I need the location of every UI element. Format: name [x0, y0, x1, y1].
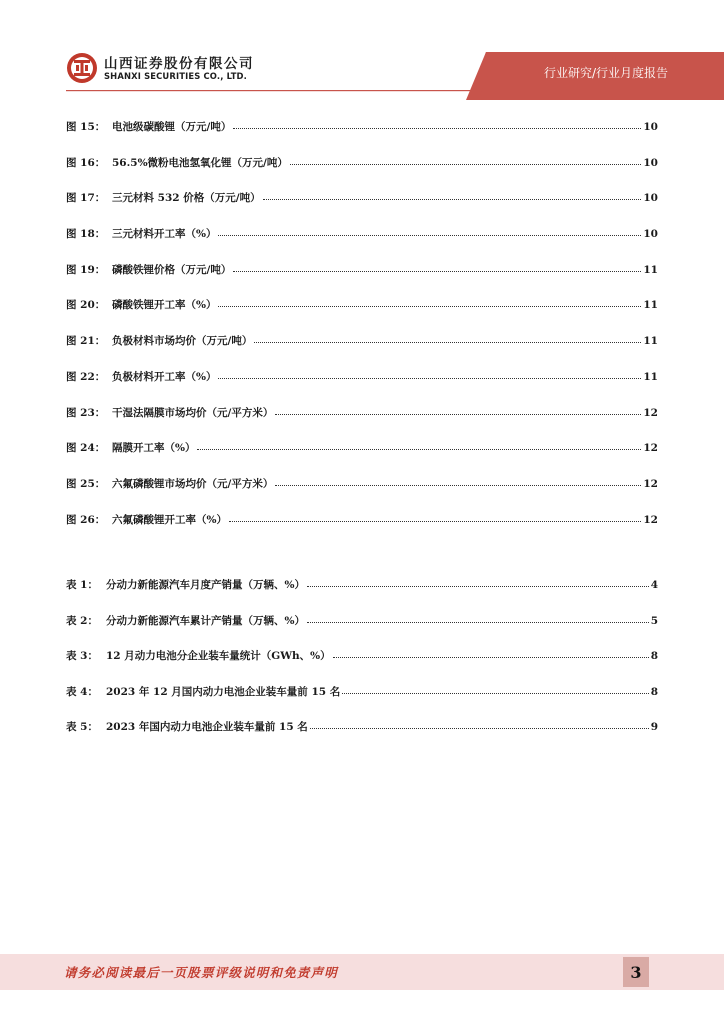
toc-title: 分动力新能源汽车累计产销量（万辆、%） [106, 614, 305, 627]
toc-title: 六氟磷酸锂市场均价（元/平方米） [112, 477, 274, 490]
toc-leader [307, 612, 649, 623]
company-logo-icon [66, 52, 98, 84]
toc-leader [229, 511, 641, 522]
toc-title: 电池级碳酸锂（万元/吨） [112, 121, 232, 133]
toc-page: 10 [643, 192, 658, 205]
toc-title: 2023 年国内动力电池企业装车量前 15 名 [106, 721, 308, 733]
toc-page: 12 [643, 442, 658, 455]
company-name-cn: 山西证券股份有限公司 [104, 56, 254, 72]
toc-leader [342, 683, 648, 694]
toc-leader [310, 718, 649, 729]
toc-page: 12 [643, 477, 658, 490]
toc-page: 8 [650, 685, 658, 698]
toc-label: 图 16： [66, 156, 106, 169]
toc-leader [218, 368, 641, 379]
figure-list [66, 119, 658, 529]
toc-label: 图 23： [66, 406, 106, 419]
toc-page: 8 [650, 650, 658, 662]
toc-title: 六氟磷酸锂开工率（%） [112, 513, 227, 526]
toc-label: 图 26： [66, 513, 106, 526]
toc-label: 表 3： [66, 650, 98, 662]
toc-entry-figure-23[interactable] [66, 405, 658, 422]
toc-entry-figure-18[interactable] [66, 226, 658, 243]
toc-title: 三元材料 532 价格（万元/吨） [112, 192, 261, 205]
toc-title: 隔膜开工率（%） [112, 442, 196, 455]
report-type-label: 行业研究/行业月度报告 [543, 66, 668, 80]
table-list [66, 577, 658, 736]
toc-page: 12 [643, 406, 658, 419]
toc-page: 9 [650, 721, 658, 733]
toc-page: 10 [643, 228, 658, 241]
toc-title: 分动力新能源汽车月度产销量（万辆、%） [106, 579, 305, 591]
toc-leader [333, 647, 649, 658]
toc-leader [218, 296, 641, 307]
toc-page: 12 [643, 513, 658, 526]
toc-entry-figure-25[interactable] [66, 476, 658, 493]
toc-label: 图 18： [66, 228, 106, 241]
toc-title: 磷酸铁锂价格（万元/吨） [112, 263, 232, 276]
page-number: 3 [623, 957, 649, 987]
toc-leader [254, 332, 641, 343]
toc-title: 56.5%微粉电池氢氧化锂（万元/吨） [112, 156, 288, 169]
toc-page: 10 [643, 156, 658, 169]
toc-label: 图 19： [66, 263, 106, 276]
toc-label: 表 2： [66, 614, 98, 627]
toc-title: 负极材料市场均价（万元/吨） [112, 335, 253, 348]
toc-entry-table-5[interactable] [66, 719, 658, 736]
toc-page: 4 [650, 579, 658, 591]
toc-label: 图 20： [66, 299, 106, 312]
toc-title: 干湿法隔膜市场均价（元/平方米） [112, 406, 274, 419]
toc-leader [263, 189, 642, 200]
toc-entry-figure-26[interactable] [66, 512, 658, 529]
disclaimer-link[interactable]: 请务必阅读最后一页股票评级说明和免责声明 [64, 965, 339, 980]
toc-title: 2023 年 12 月国内动力电池企业装车量前 15 名 [106, 685, 341, 698]
toc-leader [307, 576, 649, 587]
toc-page: 5 [650, 614, 658, 627]
toc-leader [233, 118, 641, 129]
toc-leader [290, 154, 641, 165]
toc-title: 三元材料开工率（%） [112, 228, 217, 241]
toc-entry-figure-24[interactable] [66, 440, 658, 457]
toc-label: 表 5： [66, 721, 98, 733]
toc-leader [275, 475, 641, 486]
toc-title: 磷酸铁锂开工率（%） [112, 299, 217, 312]
toc-entry-table-2[interactable] [66, 613, 658, 630]
toc-entry-figure-16[interactable] [66, 155, 658, 172]
toc-page: 11 [643, 335, 658, 348]
toc-label: 表 4： [66, 685, 98, 698]
toc-label: 图 17： [66, 192, 106, 205]
toc-leader [197, 439, 641, 450]
toc-label: 表 1： [66, 579, 98, 591]
toc-page: 10 [643, 121, 658, 133]
toc-entry-figure-20[interactable] [66, 297, 658, 314]
toc-entry-figure-21[interactable] [66, 333, 658, 350]
toc-label: 图 25： [66, 477, 106, 490]
toc-page: 11 [643, 263, 658, 276]
toc-leader [275, 404, 641, 415]
toc-label: 图 22： [66, 370, 106, 383]
toc-entry-table-4[interactable] [66, 684, 658, 701]
toc-label: 图 21： [66, 335, 106, 348]
header-banner [0, 0, 724, 100]
toc-title: 12 月动力电池分企业装车量统计（GWh、%） [106, 650, 331, 662]
company-name-en: SHANXI SECURITIES CO., LTD. [104, 71, 247, 81]
toc-entry-table-3[interactable] [66, 648, 658, 665]
page-footer [0, 954, 724, 990]
toc-entry-figure-15[interactable] [66, 119, 658, 136]
toc-entry-figure-22[interactable] [66, 369, 658, 386]
toc-label: 图 24： [66, 442, 106, 455]
toc-leader [233, 261, 641, 272]
toc-entry-figure-19[interactable] [66, 262, 658, 279]
toc-title: 负极材料开工率（%） [112, 370, 217, 383]
toc-label: 图 15： [66, 121, 106, 133]
toc-entry-table-1[interactable] [66, 577, 658, 594]
toc-page: 11 [643, 299, 658, 312]
toc-leader [218, 225, 641, 236]
toc-entry-figure-17[interactable] [66, 190, 658, 207]
toc-page: 11 [643, 370, 658, 383]
page-header [0, 0, 724, 100]
